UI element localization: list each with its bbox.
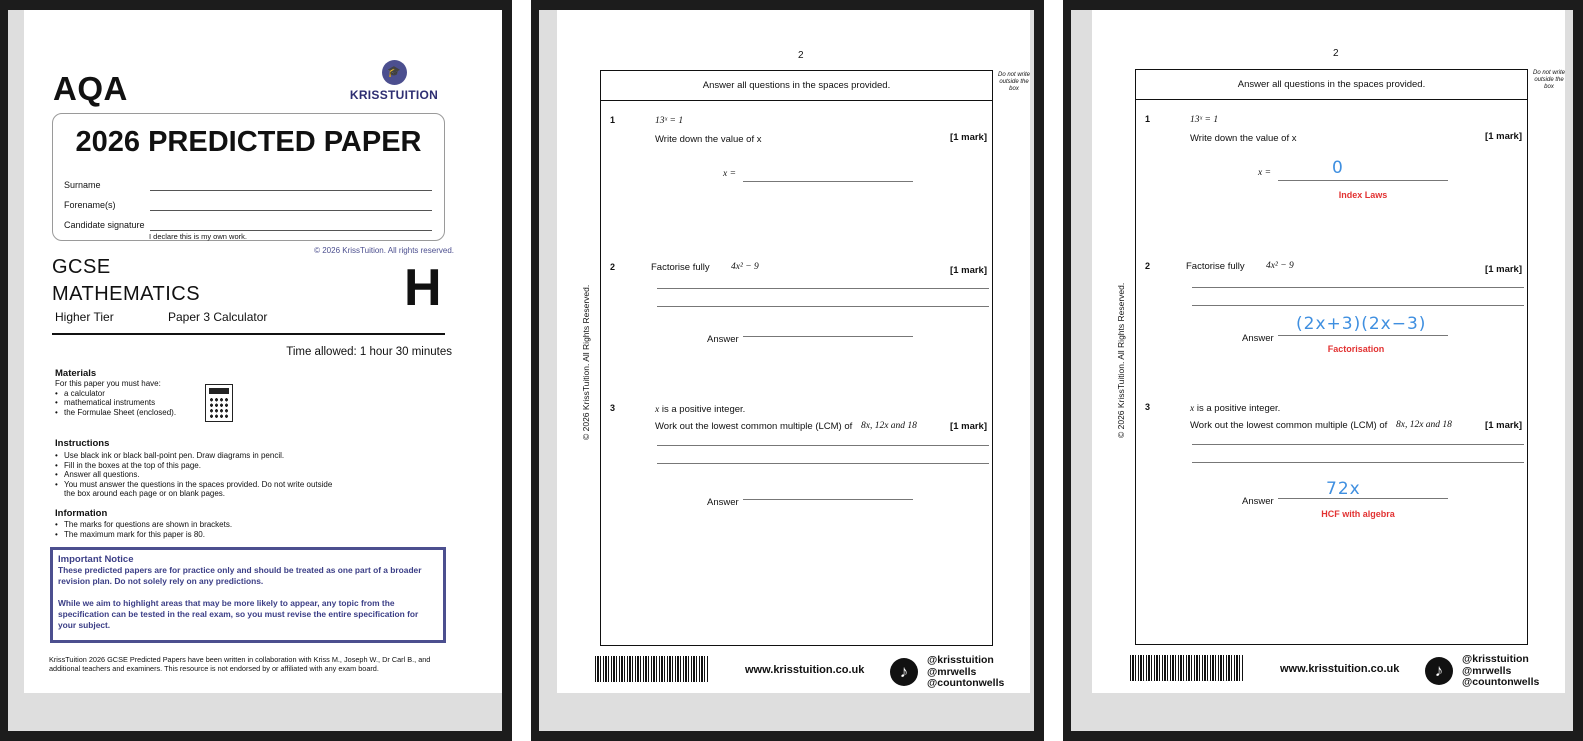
answer-label: Answer	[1242, 333, 1274, 344]
title-box	[52, 113, 445, 241]
tiktok-icon: ♪	[1425, 657, 1453, 685]
answer-box	[1135, 69, 1528, 645]
graduation-cap-icon: 🎓	[382, 60, 407, 85]
answer-label: Answer	[707, 497, 739, 508]
handwritten-answer: 72x	[1326, 479, 1361, 499]
answer-label: Answer	[707, 334, 739, 345]
barcode	[595, 656, 709, 682]
question-page	[557, 10, 1030, 693]
forename-line	[150, 210, 432, 211]
answered-page-frame	[1063, 0, 1583, 741]
page-number: 2	[798, 50, 804, 61]
working-line[interactable]	[657, 306, 989, 307]
page-header: Answer all questions in the spaces provided.	[1136, 70, 1527, 100]
notice-paragraph-2: While we aim to highlight areas that may be more likely to appear, any topic from the specification can be tested in the real exam, so you must revise the entire specification for your subject.	[58, 598, 419, 630]
brand-name: KRISSTUITION	[349, 88, 439, 102]
mark-label: [1 mark]	[950, 132, 987, 143]
margin-note: Do not write outside the box	[1532, 70, 1565, 90]
page-number: 2	[1333, 48, 1339, 59]
tier-label: Higher Tier	[55, 310, 114, 324]
question-text: Write down the value of x	[655, 134, 762, 145]
working-line[interactable]	[1192, 444, 1524, 445]
materials-title: Materials	[55, 368, 97, 379]
list-item: • The marks for questions are shown in brackets.	[55, 520, 232, 530]
mark-label: [1 mark]	[1485, 131, 1522, 142]
list-item: • Use black ink or black ball-point pen. Draw diagrams in pencil.	[55, 451, 345, 461]
frame-mat	[1071, 10, 1573, 731]
subject-title	[52, 254, 200, 308]
materials-intro: For this paper you must have:	[55, 379, 161, 388]
social-handles	[927, 655, 1004, 690]
surname-label: Surname	[64, 180, 101, 190]
topic-label: Index Laws	[1338, 190, 1388, 200]
question-expression: 4x² − 9	[1266, 261, 1294, 271]
side-copyright: © 2026 KrissTuition. All Rights Reserved.	[1116, 282, 1126, 438]
working-line[interactable]	[1192, 287, 1524, 288]
website: www.krisstuition.co.uk	[745, 664, 865, 676]
question-text: Factorise fully	[651, 262, 710, 273]
website: www.krisstuition.co.uk	[1280, 663, 1400, 675]
answer-line[interactable]	[1278, 335, 1448, 336]
mark-label: [1 mark]	[1485, 420, 1522, 431]
cover-page-frame	[0, 0, 512, 741]
signature-label: Candidate signature	[64, 220, 145, 230]
calculator-icon	[205, 384, 233, 422]
answer-line[interactable]	[1278, 498, 1448, 499]
handle: @krisstuition	[1462, 653, 1529, 665]
list-item: • The maximum mark for this paper is 80.	[55, 530, 232, 540]
handle: @mrwells	[1462, 664, 1512, 677]
notice-title: Important Notice	[58, 554, 134, 565]
question-number: 1	[1145, 114, 1151, 124]
list-item: • the Formulae Sheet (enclosed).	[55, 408, 176, 418]
working-line[interactable]	[657, 288, 989, 289]
instructions-list	[55, 451, 345, 499]
answer-label: Answer	[1242, 496, 1274, 507]
answer-variable: x =	[1258, 168, 1272, 178]
tier-letter: H	[404, 259, 442, 317]
answer-box	[600, 70, 993, 646]
time-allowed: Time allowed: 1 hour 30 minutes	[286, 346, 452, 358]
question-expression: 8x, 12x and 18	[1396, 420, 1452, 430]
question-equation: 13ˣ = 1	[1190, 115, 1219, 125]
handle: @krisstuition	[927, 654, 994, 666]
working-line[interactable]	[657, 445, 989, 446]
paper-title: 2026 PREDICTED PAPER	[75, 126, 422, 158]
handwritten-answer: (2x+3)(2x−3)	[1296, 314, 1427, 334]
mark-label: [1 mark]	[950, 265, 987, 276]
frame-mat	[8, 10, 502, 731]
margin-note: Do not write outside the box	[997, 72, 1030, 92]
page-header: Answer all questions in the spaces provided.	[601, 71, 992, 101]
list-item: • mathematical instruments	[55, 398, 176, 408]
question-text: Factorise fully	[1186, 261, 1245, 272]
answered-page	[1092, 10, 1565, 693]
answer-line[interactable]	[743, 336, 913, 337]
question-text: x is a positive integer.	[1190, 403, 1281, 414]
notice-paragraph-1: These predicted papers are for practice only and should be treated as one part of a broader revision plan. Do not solely rely on any predictions.	[58, 565, 422, 586]
frame-mat	[539, 10, 1034, 731]
question-number: 3	[610, 403, 616, 413]
question-number: 1	[610, 115, 616, 125]
handle: @countonwells	[1462, 676, 1540, 688]
question-number: 3	[1145, 402, 1151, 412]
barcode	[1130, 655, 1244, 681]
question-number: 2	[610, 262, 616, 272]
signature-line	[150, 230, 432, 231]
tiktok-icon: ♪	[890, 658, 918, 686]
information-title: Information	[55, 508, 108, 519]
question-text: Work out the lowest common multiple (LCM) of	[655, 421, 853, 432]
answer-line[interactable]	[1278, 180, 1448, 181]
materials-list	[55, 379, 176, 417]
declaration: I declare this is my own work.	[149, 232, 247, 241]
cover-page	[24, 10, 502, 693]
handle: @mrwells	[927, 665, 977, 678]
topic-label: Factorisation	[1327, 344, 1385, 354]
handle: @countonwells	[927, 677, 1005, 689]
subject-line-2: MATHEMATICS	[52, 283, 201, 305]
answer-variable: x =	[723, 169, 737, 179]
mark-label: [1 mark]	[1485, 264, 1522, 275]
cover-copyright: © 2026 KrissTuition. All rights reserved.	[314, 246, 454, 255]
working-line[interactable]	[1192, 305, 1524, 306]
side-copyright: © 2026 KrissTuition. All Rights Reserved.	[581, 284, 591, 440]
list-item: • a calculator	[55, 389, 176, 399]
divider	[52, 333, 445, 335]
important-notice	[50, 547, 446, 643]
handwritten-answer: 0	[1332, 158, 1344, 178]
instructions-title: Instructions	[55, 438, 110, 449]
answer-line[interactable]	[743, 181, 913, 182]
question-text: Work out the lowest common multiple (LCM) of	[1190, 420, 1388, 431]
working-line[interactable]	[657, 463, 989, 464]
topic-label: HCF with algebra	[1321, 509, 1395, 519]
working-line[interactable]	[1192, 462, 1524, 463]
question-text: x is a positive integer.	[655, 404, 746, 415]
cover-footer: KrissTuition 2026 GCSE Predicted Papers have been written in collaboration with Kriss M., Joseph W., Dr Carl B., and additional teachers and examiners. This resource is not endorsed by or affiliated with any exam board.	[49, 655, 431, 673]
mark-label: [1 mark]	[950, 421, 987, 432]
list-item: • You must answer the questions in the spaces provided. Do not write outside the box around each page or on blank pages.	[55, 480, 345, 499]
question-equation: 13ˣ = 1	[655, 116, 684, 126]
information-list	[55, 520, 232, 539]
list-item: • Fill in the boxes at the top of this page.	[55, 461, 345, 471]
surname-line	[150, 190, 432, 191]
paper-label: Paper 3 Calculator	[168, 310, 268, 324]
question-page-frame	[531, 0, 1044, 741]
question-text: Write down the value of x	[1190, 133, 1297, 144]
answer-line[interactable]	[743, 499, 913, 500]
question-number: 2	[1145, 261, 1151, 271]
exam-board-logo: AQA	[53, 70, 128, 107]
social-handles	[1462, 654, 1539, 689]
subject-line-1: GCSE	[52, 256, 111, 278]
brand-logo	[334, 60, 454, 102]
forename-label: Forename(s)	[64, 200, 116, 210]
question-expression: 4x² − 9	[731, 262, 759, 272]
list-item: • Answer all questions.	[55, 470, 345, 480]
question-expression: 8x, 12x and 18	[861, 421, 917, 431]
